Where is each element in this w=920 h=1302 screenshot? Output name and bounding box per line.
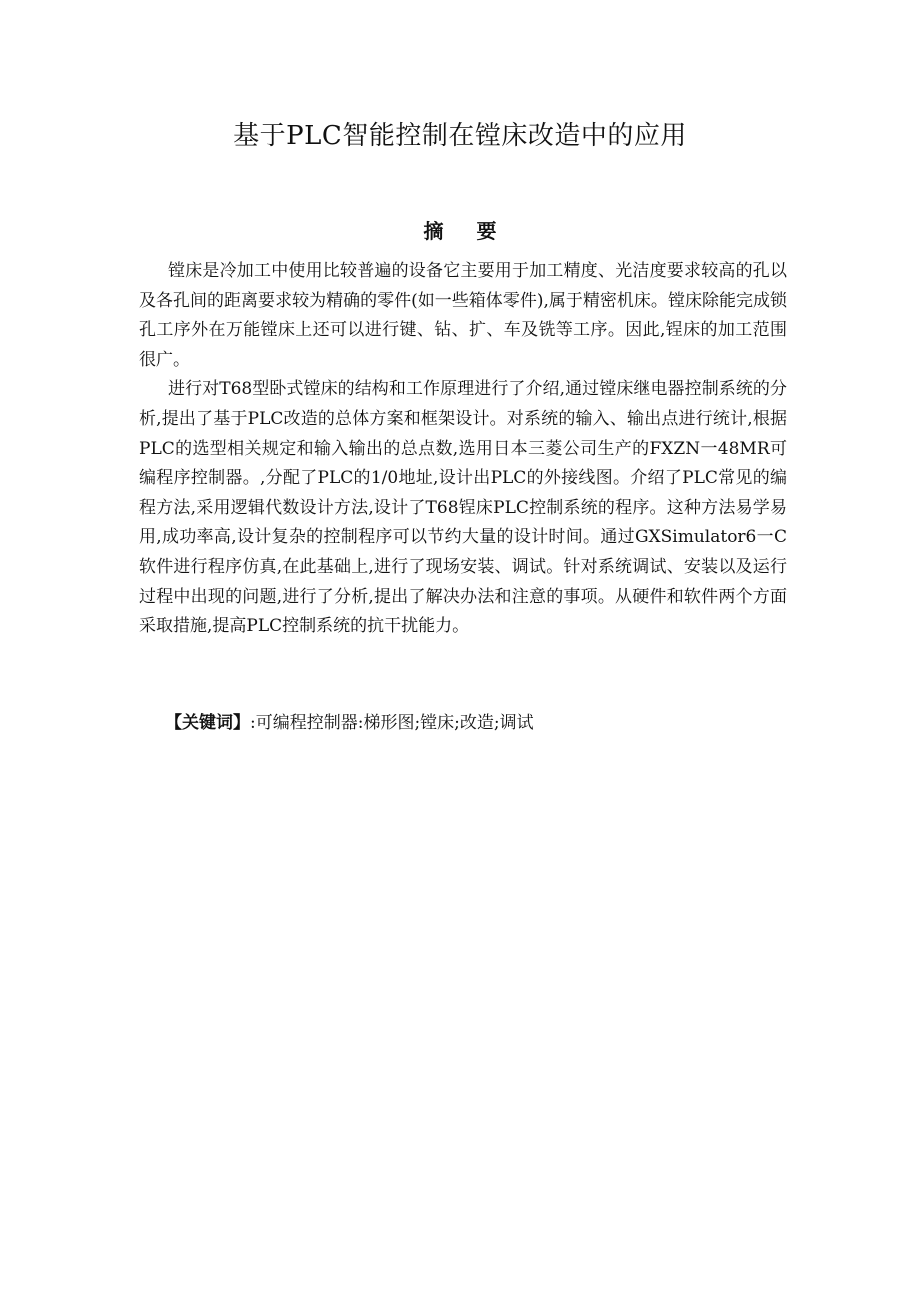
abstract-paragraph: 进行对T68型卧式镗床的结构和工作原理进行了介绍,通过镗床继电器控制系统的分析,提出了基于PLC改造的总体方案和框架设计。对系统的输入、输出点进行统计,根据PLC的选型相关规定和输入输出的总点数,选用日本三菱公司生产的FXZN一48MR可编程序控制器。,分配了PLC的1/0地址,设计出PLC的外接线图。介绍了PLC常见的编程方法,采用逻辑代数设计方法,设计了T68锃床PLC控制系统的程序。这种方法易学易用,成功率高,设计复杂的控制程序可以节约大量的设计时间。通过GXSimulator6一C软件进行程序仿真,在此基础上,进行了现场安装、调试。针对系统调试、安装以及运行过程中出现的问题,进行了分析,提出了解决办法和注意的事项。从硬件和软件两个方面采取措施,提高PLC控制系统的抗干扰能力。 bbox=[139, 379, 787, 637]
abstract-body bbox=[139, 257, 787, 642]
keywords-label: 【关键词】 bbox=[165, 713, 250, 733]
abstract-heading: 摘 要 bbox=[423, 219, 497, 243]
keywords-line bbox=[165, 708, 785, 738]
document-title: 基于PLC智能控制在镗床改造中的应用 bbox=[233, 121, 687, 151]
keywords-text: :可编程控制器:梯形图;镗床;改造;调试 bbox=[250, 713, 534, 733]
abstract-paragraph: 镗床是冷加工中使用比较普遍的设备它主要用于加工精度、光洁度要求较高的孔以及各孔间的距离要求较为精确的零件(如一些箱体零件),属于精密机床。镗床除能完成锁孔工序外在万能镗床上还可以进行键、钻、扩、车及铣等工序。因此,锃床的加工范围很广。 bbox=[139, 261, 787, 370]
